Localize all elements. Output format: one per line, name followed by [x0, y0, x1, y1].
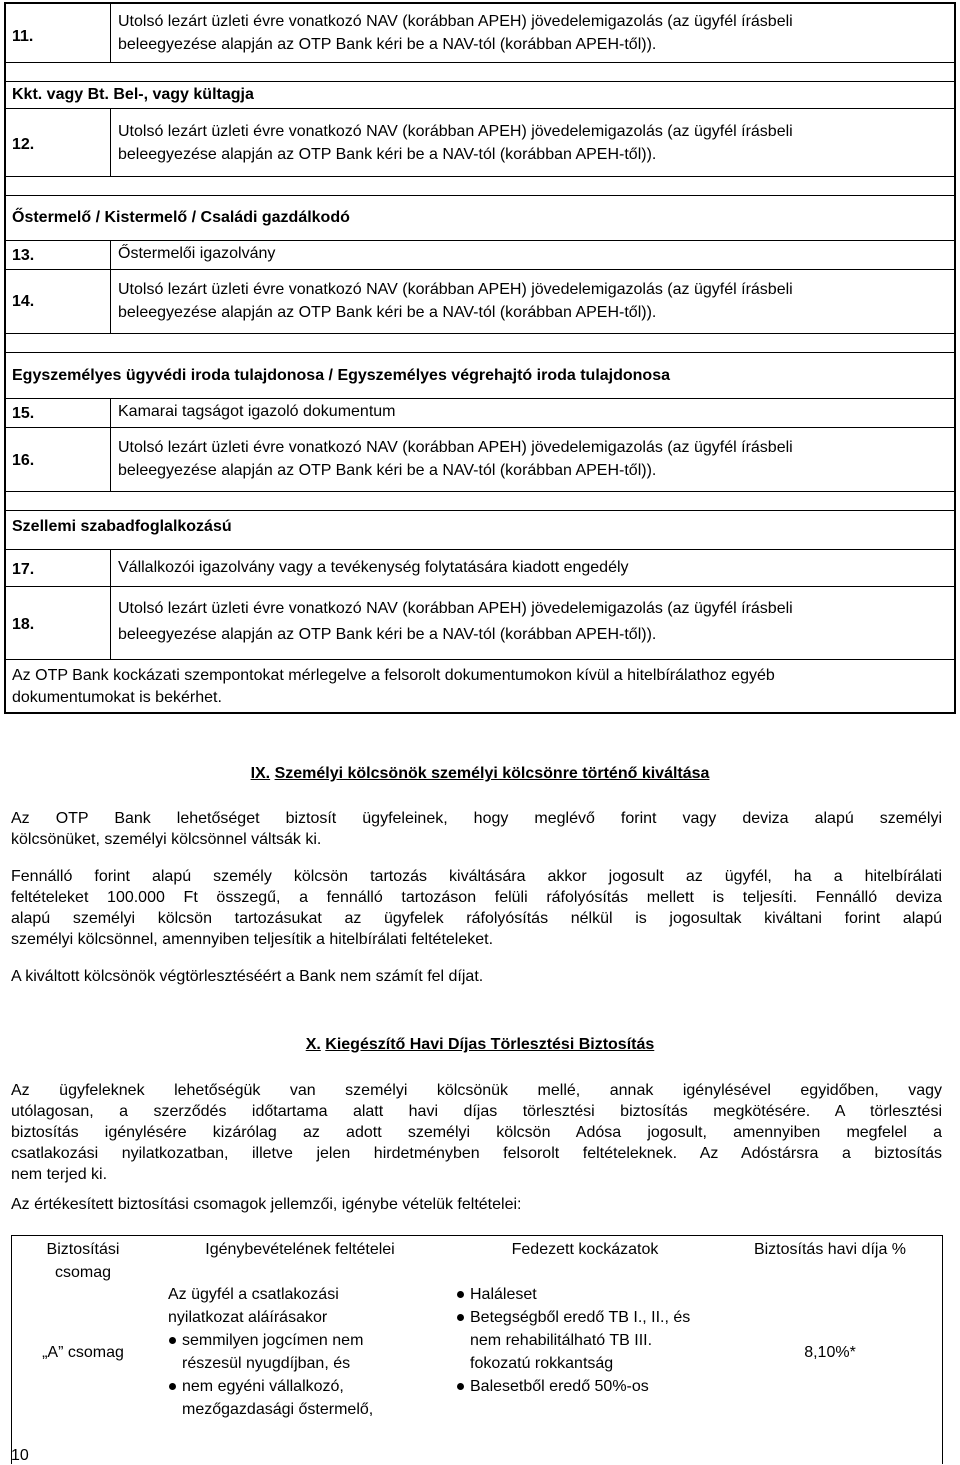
section-label: Őstermelő / Kistermelő / Családi gazdálkodó: [12, 209, 350, 226]
table-header: Fedezett kockázatok: [511, 1241, 659, 1258]
paragraph: Az OTP Bank lehetőséget biztosít ügyfeleinek, hogy meglévő forint vagy deviza alapú személyi kölcsönüket, személyi kölcsönnel váltsák ki.: [11, 810, 942, 848]
page-number: 10: [11, 1447, 29, 1464]
section-label: Egyszemélyes ügyvédi iroda tulajdonosa / Egyszemélyes végrehajtó iroda tulajdonosa: [12, 367, 670, 384]
section-title: Személyi kölcsönök személyi kölcsönre történő kiváltása: [274, 765, 710, 782]
section-heading: [0, 1035, 960, 1055]
paragraph: Az értékesített biztosítási csomagok jellemzői, igénybe vételük feltételei:: [11, 1196, 522, 1213]
table-header: Biztosítás havi díja %: [753, 1241, 907, 1258]
risk-item: Haláleset: [456, 1283, 718, 1306]
note-text: Az OTP Bank kockázati szempontokat mérlegelve a felsorolt dokumentumokon kívül a hitelbírálathoz egyéb dokumentumokat is bekérhet.: [12, 667, 775, 706]
paragraph: Az ügyfeleknek lehetőségük van személyi kölcsönük mellé, annak igénylésével egyidőben, vagy utólagosan, a szerződés időtartama alatt havi díjas törlesztési biztosítás megkötésére. A törlesztési biztosítás igénylésére kizárólag az adott személyi kölcsön Adósa jogosult, amennyiben megfelel a csatlakozási nyilatkozatban, illetve jelen hirdetményben felsorolt feltételeknek. Az Adóstársra a biztosítás nem terjed ki.: [11, 1082, 942, 1183]
item-text: Utolsó lezárt üzleti évre vonatkozó NAV (korábban APEH) jövedelemigazolás (az ügyfél írásbeli beleegyezése alapján az OTP Bank kéri be a NAV-tól (korábban APEH-től)).: [118, 600, 793, 643]
package-name: „A” csomag: [42, 1344, 124, 1361]
item-text: Utolsó lezárt üzleti évre vonatkozó NAV (korábban APEH) jövedelemigazolás (az ügyfél írásbeli beleegyezése alapján az OTP Bank kéri be a NAV-tól (korábban APEH-től)).: [118, 439, 793, 479]
section-number: X.: [305, 1036, 321, 1053]
item-text: Utolsó lezárt üzleti évre vonatkozó NAV (korábban APEH) jövedelemigazolás (az ügyfél írásbeli beleegyezése alapján az OTP Bank kéri be a NAV-tól (korábban APEH-től)).: [118, 13, 793, 53]
item-text: Kamarai tagságot igazoló dokumentum: [118, 403, 396, 420]
item-number: 17.: [12, 561, 35, 578]
section-number: IX.: [250, 765, 271, 782]
condition-item: semmilyen jogcímen nem részesül nyugdíjban, és: [168, 1329, 422, 1375]
section-label: Kkt. vagy Bt. Bel-, vagy kültagja: [12, 86, 254, 103]
item-number: 15.: [12, 405, 35, 422]
section-label: Szellemi szabadfoglalkozású: [12, 518, 232, 535]
item-text: Őstermelői igazolvány: [118, 245, 276, 262]
item-number: 13.: [12, 247, 35, 264]
fee-value: 8,10%*: [804, 1344, 856, 1361]
risk-item: Betegségből eredő TB I., II., és nem rehabilitálható TB III. fokozatú rokkantság: [456, 1306, 716, 1375]
paragraph: A kiváltott kölcsönök végtörlesztéséért a Bank nem számít fel díjat.: [11, 968, 484, 985]
item-number: 16.: [12, 452, 35, 469]
table-header: Igénybevételének feltételei: [205, 1241, 395, 1258]
item-number: 18.: [12, 616, 35, 633]
section-heading: [0, 764, 960, 784]
item-text: Utolsó lezárt üzleti évre vonatkozó NAV (korábban APEH) jövedelemigazolás (az ügyfél írásbeli beleegyezése alapján az OTP Bank kéri be a NAV-tól (korábban APEH-től)).: [118, 123, 793, 163]
table-header: Biztosítási csomag: [46, 1241, 120, 1281]
item-number: 11.: [12, 28, 34, 45]
item-text: Vállalkozói igazolvány vagy a tevékenység folytatására kiadott engedély: [118, 559, 629, 576]
condition-item: nem egyéni vállalkozó, mezőgazdasági őstermelő,: [168, 1375, 432, 1421]
item-number: 14.: [12, 293, 35, 310]
item-number: 12.: [12, 136, 35, 153]
conditions-cell: Az ügyfél a csatlakozási nyilatkozat aláírásakor semmilyen jogcímen nem részesül nyugdíjban, és nem egyéni vállalkozó, mezőgazdasági őstermelő,: [168, 1283, 438, 1421]
paragraph: Fennálló forint alapú személy kölcsön tartozás kiváltására akkor jogosult az ügyfél, ha a hitelbírálati feltételeket 100.000 Ft összegű, a fennálló tartozáson felüli ráfolyósítás mellett is teljesíti. Fennálló deviza alapú személyi kölcsön tartozásukat az ügyfelek ráfolyósítás nélkül is jogosultak kiváltani forint alapú személyi kölcsönnel, amennyiben teljesítik a hitelbírálati feltételeket.: [11, 868, 942, 948]
item-text: Utolsó lezárt üzleti évre vonatkozó NAV (korábban APEH) jövedelemigazolás (az ügyfél írásbeli beleegyezése alapján az OTP Bank kéri be a NAV-tól (korábban APEH-től)).: [118, 281, 793, 321]
section-title: Kiegészítő Havi Díjas Törlesztési Biztosítás: [325, 1036, 655, 1053]
risk-item: Balesetből eredő 50%-os: [456, 1375, 718, 1398]
risks-cell: [456, 1283, 718, 1398]
document-list-table: [4, 2, 956, 714]
